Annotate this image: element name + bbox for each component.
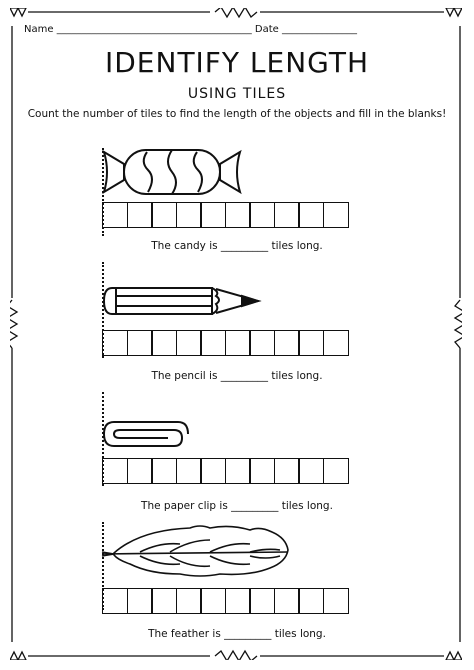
tile: [323, 202, 349, 228]
tile-row: [102, 330, 347, 356]
tile: [102, 588, 128, 614]
tile: [102, 330, 128, 356]
tile: [298, 588, 324, 614]
tile: [127, 458, 153, 484]
tile: [102, 458, 128, 484]
tile: [200, 330, 226, 356]
feather-sentence: The feather is _________ tiles long.: [148, 628, 326, 640]
tile: [249, 588, 275, 614]
page-title: IDENTIFY LENGTH: [104, 46, 370, 79]
paper-clip-icon: [102, 420, 192, 448]
tile: [225, 458, 251, 484]
tile: [176, 202, 202, 228]
pencil-sentence: The pencil is _________ tiles long.: [151, 370, 323, 382]
candy-icon: [102, 146, 242, 198]
tile: [151, 588, 177, 614]
tile: [298, 458, 324, 484]
tile-row: [102, 202, 347, 228]
tile: [298, 330, 324, 356]
tile: [249, 202, 275, 228]
paper-clip-section: [0, 392, 474, 512]
tile: [298, 202, 324, 228]
tile: [274, 458, 300, 484]
feather-icon: [100, 522, 292, 580]
tile: [200, 588, 226, 614]
name-label: Name: [24, 24, 54, 35]
tile: [200, 202, 226, 228]
instructions: Count the number of tiles to find the length of the objects and fill in the blanks!: [27, 108, 447, 120]
tile: [323, 458, 349, 484]
tile: [151, 458, 177, 484]
tile: [225, 588, 251, 614]
candy-section: [0, 142, 474, 262]
tile: [151, 330, 177, 356]
tile: [274, 202, 300, 228]
pencil-icon: [102, 286, 262, 316]
tile: [323, 330, 349, 356]
header-row: [24, 24, 454, 35]
tile: [102, 202, 128, 228]
pencil-section: [0, 262, 474, 382]
tile: [176, 330, 202, 356]
page-subtitle: USING TILES: [187, 86, 287, 102]
date-label: Date: [254, 24, 279, 35]
feather-section: [0, 518, 474, 638]
tile-row: [102, 588, 347, 614]
tile: [225, 330, 251, 356]
tile: [249, 330, 275, 356]
tile: [151, 202, 177, 228]
tile: [274, 588, 300, 614]
tile-row: [102, 458, 347, 484]
name-line[interactable]: _______________________________________: [56, 24, 252, 35]
tile: [323, 588, 349, 614]
tile: [274, 330, 300, 356]
tile: [127, 202, 153, 228]
tile: [200, 458, 226, 484]
tile: [225, 202, 251, 228]
tile: [176, 588, 202, 614]
tile: [176, 458, 202, 484]
tile: [249, 458, 275, 484]
date-line[interactable]: _______________: [281, 24, 357, 35]
tile: [127, 588, 153, 614]
paper-clip-sentence: The paper clip is _________ tiles long.: [141, 500, 333, 512]
candy-sentence: The candy is _________ tiles long.: [151, 240, 323, 252]
tile: [127, 330, 153, 356]
